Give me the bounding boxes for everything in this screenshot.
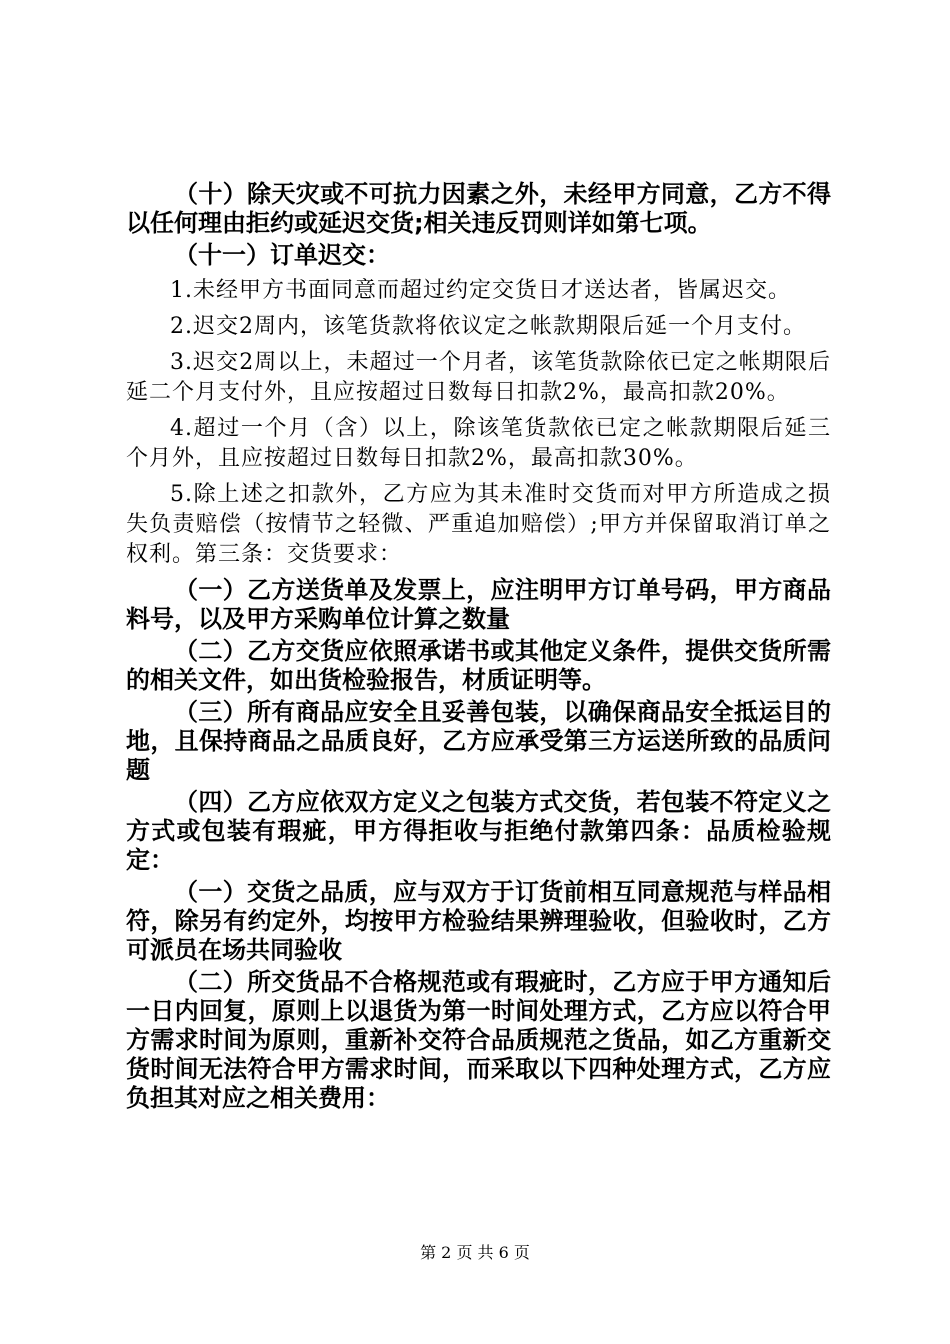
paragraph-item-4: 4.超过一个月（含）以上，除该笔货款依已定之帐款期限后延三个月外，且应按超过日数每日扣款2%，最高扣款30%。 xyxy=(126,416,831,471)
paragraph-item-2: 2.迟交2周内，该笔货款将依议定之帐款期限后延一个月支付。 xyxy=(170,314,806,339)
paragraph-delivery-2: （二）乙方交货应依照承诺书或其他定义条件，提供交货所需的相关文件，如出货检验报告，材质证明等。 xyxy=(126,637,831,694)
paragraph-delivery-3: （三）所有商品应安全且妥善包装，以确保商品安全抵运目的地，且保持商品之品质良好，乙方应承受第三方运送所致的品质问题 xyxy=(126,698,831,784)
paragraph-item-3: 3.迟交2周以上，未超过一个月者，该笔货款除依已定之帐期限后延二个月支付外，且应按超过日数每日扣款2%，最高扣款20%。 xyxy=(126,350,831,405)
paragraph-quality-1: （一）交货之品质，应与双方于订货前相互同意规范与样品相符，除另有约定外，均按甲方检验结果辨理验收，但验收时，乙方可派员在场共同验收 xyxy=(126,878,831,964)
paragraph-clause-10: （十）除天灾或不可抗力因素之外，未经甲方同意，乙方不得以任何理由拒约或延迟交货;相关违反罚则详如第七项。 xyxy=(126,180,831,237)
paragraph-quality-2: （二）所交货品不合格规范或有瑕疵时，乙方应于甲方通知后一日内回复，原则上以退货为第一时间处理方式，乙方应以符合甲方需求时间为原则，重新补交符合品质规范之货品，如乙方重新交货时间无法符合甲方需求时间，而采取以下四种处理方式，乙方应负担其对应之相关费用： xyxy=(126,968,831,1112)
page-number-footer: 第 2 页 共 6 页 xyxy=(420,1243,530,1262)
paragraph-item-5: 5.除上述之扣款外，乙方应为其未准时交货而对甲方所造成之损失负责赔偿（按情节之轻微、严重追加赔偿）;甲方并保留取消订单之权利。第三条：交货要求： xyxy=(126,482,831,567)
paragraph-delivery-4: （四）乙方应依双方定义之包装方式交货，若包装不符定义之方式或包装有瑕疵，甲方得拒收与拒绝付款第四条：品质检验规定： xyxy=(126,788,831,874)
paragraph-item-1: 1.未经甲方书面同意而超过约定交货日才送达者，皆属迟交。 xyxy=(170,278,791,303)
paragraph-delivery-1: （一）乙方送货单及发票上，应注明甲方订单号码，甲方商品料号，以及甲方采购单位计算之数量 xyxy=(126,576,831,633)
document-body xyxy=(126,180,831,1116)
paragraph-clause-11-heading: （十一）订单迟交： xyxy=(174,241,390,269)
